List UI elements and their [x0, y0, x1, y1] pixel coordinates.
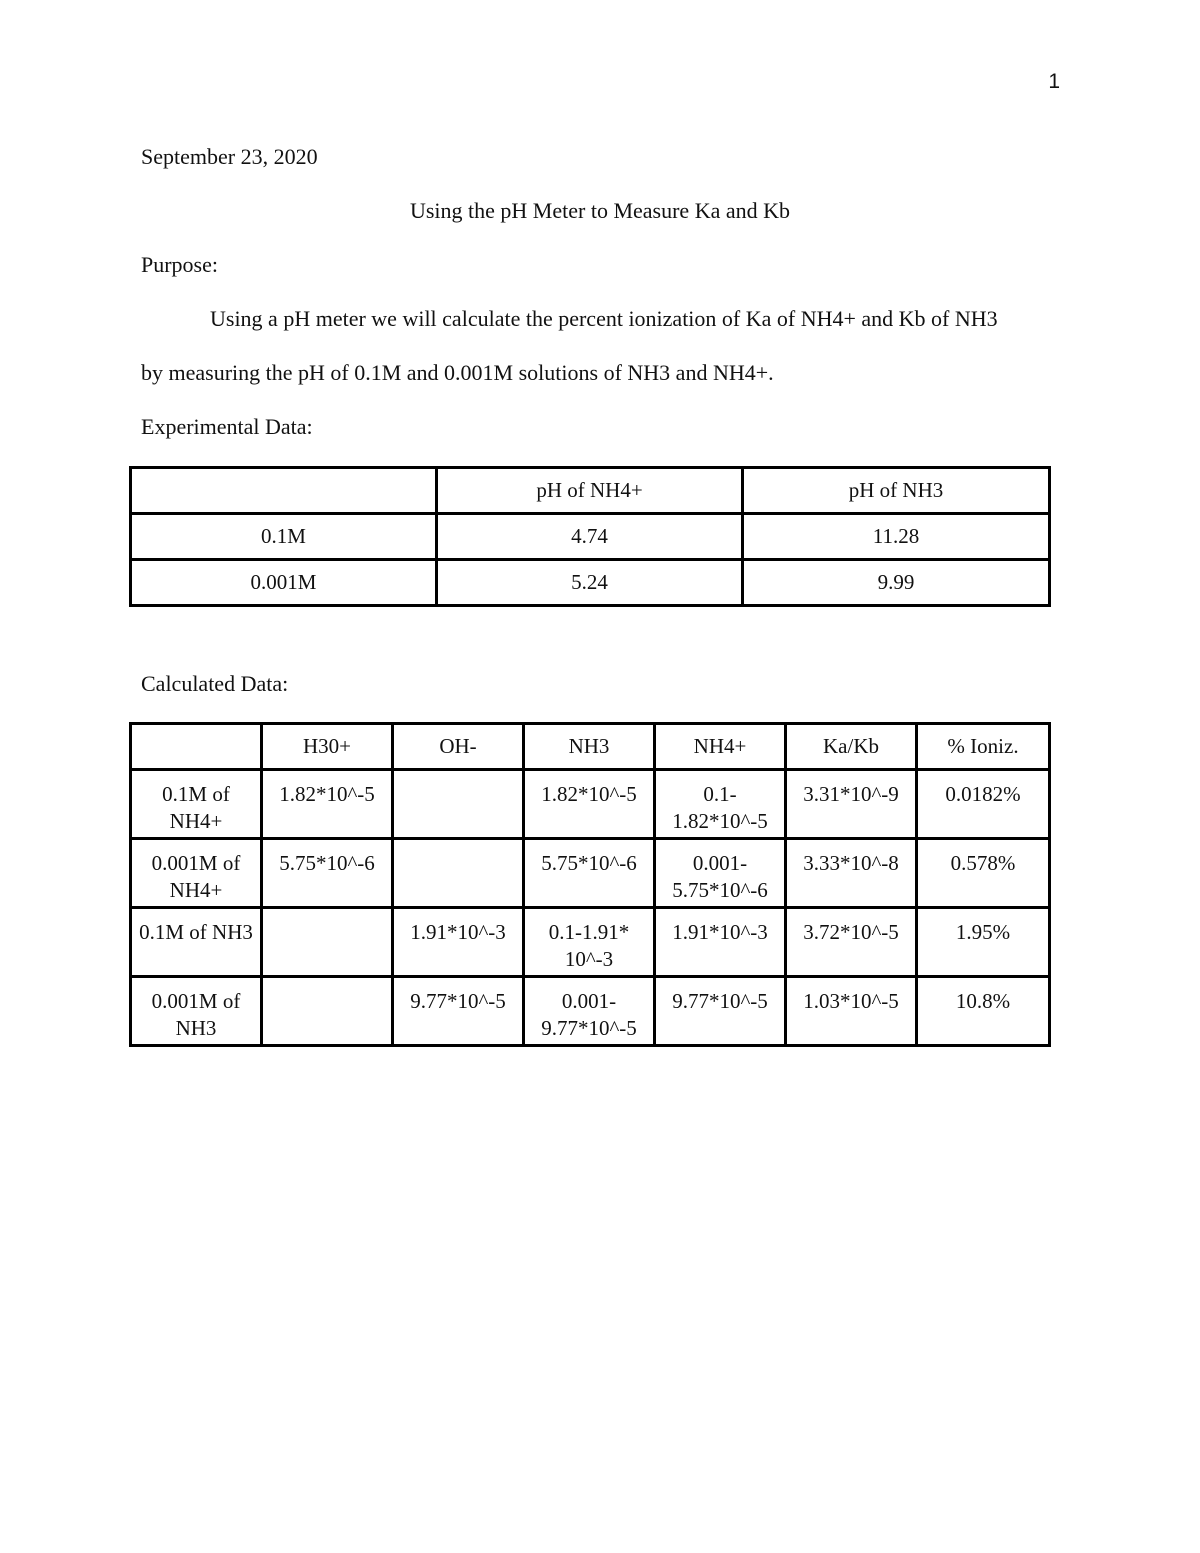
table-cell: 0.1-1.91* 10^-3 [524, 908, 655, 977]
document-title: Using the pH Meter to Measure Ka and Kb [409, 198, 790, 223]
calculated-data-heading: Calculated Data: [141, 671, 289, 696]
table-cell [262, 908, 393, 977]
table-cell: 1.95% [917, 908, 1050, 977]
table-header-cell: pH of NH3 [743, 468, 1050, 514]
table-row [131, 977, 1050, 1046]
table-cell [393, 839, 524, 908]
table-row [131, 839, 1050, 908]
table-header-row [131, 724, 1050, 770]
table-cell: 0.0182% [917, 770, 1050, 839]
experimental-data-table [129, 466, 1051, 607]
table-header-cell: % Ioniz. [917, 724, 1050, 770]
table-cell: 9.77*10^-5 [655, 977, 786, 1046]
purpose-heading: Purpose: [141, 252, 218, 277]
table-cell: 4.74 [437, 514, 743, 560]
table-header-cell: NH4+ [655, 724, 786, 770]
table-header-cell: NH3 [524, 724, 655, 770]
table-cell: 3.31*10^-9 [786, 770, 917, 839]
table-cell: 5.24 [437, 560, 743, 606]
table-cell: 0.001M [131, 560, 437, 606]
table-cell [262, 977, 393, 1046]
table-cell: 9.99 [743, 560, 1050, 606]
table-row [131, 514, 1050, 560]
purpose-text-line-1: Using a pH meter we will calculate the percent ionization of Ka of NH4+ and Kb of NH3 [210, 306, 998, 331]
table-cell: 1.82*10^-5 [262, 770, 393, 839]
table-cell: 5.75*10^-6 [262, 839, 393, 908]
table-header-cell: pH of NH4+ [437, 468, 743, 514]
table-cell: 9.77*10^-5 [393, 977, 524, 1046]
table-cell: 3.72*10^-5 [786, 908, 917, 977]
table-cell: 0.001M of NH3 [131, 977, 262, 1046]
table-cell: 0.578% [917, 839, 1050, 908]
table-cell: 5.75*10^-6 [524, 839, 655, 908]
table-cell: 0.1M [131, 514, 437, 560]
table-cell: 0.001- 5.75*10^-6 [655, 839, 786, 908]
table-header-cell [131, 468, 437, 514]
purpose-text-line-2: by measuring the pH of 0.1M and 0.001M solutions of NH3 and NH4+. [141, 360, 774, 385]
table-cell: 1.03*10^-5 [786, 977, 917, 1046]
table-header-cell: H30+ [262, 724, 393, 770]
table-cell: 1.82*10^-5 [524, 770, 655, 839]
table-cell: 0.1M of NH3 [131, 908, 262, 977]
table-cell [393, 770, 524, 839]
table-cell: 0.001- 9.77*10^-5 [524, 977, 655, 1046]
table-cell: 1.91*10^-3 [393, 908, 524, 977]
table-header-cell [131, 724, 262, 770]
table-cell: 3.33*10^-8 [786, 839, 917, 908]
table-header-cell: OH- [393, 724, 524, 770]
table-cell: 0.1- 1.82*10^-5 [655, 770, 786, 839]
table-row [131, 908, 1050, 977]
table-header-cell: Ka/Kb [786, 724, 917, 770]
table-cell: 11.28 [743, 514, 1050, 560]
table-cell: 0.1M of NH4+ [131, 770, 262, 839]
document-date: September 23, 2020 [141, 144, 318, 169]
table-cell: 0.001M of NH4+ [131, 839, 262, 908]
table-cell: 10.8% [917, 977, 1050, 1046]
table-header-row [131, 468, 1050, 514]
table-row [131, 770, 1050, 839]
experimental-data-heading: Experimental Data: [141, 414, 313, 439]
page-number: 1 [1048, 70, 1060, 93]
table-cell: 1.91*10^-3 [655, 908, 786, 977]
calculated-data-table [129, 722, 1051, 1047]
table-row [131, 560, 1050, 606]
